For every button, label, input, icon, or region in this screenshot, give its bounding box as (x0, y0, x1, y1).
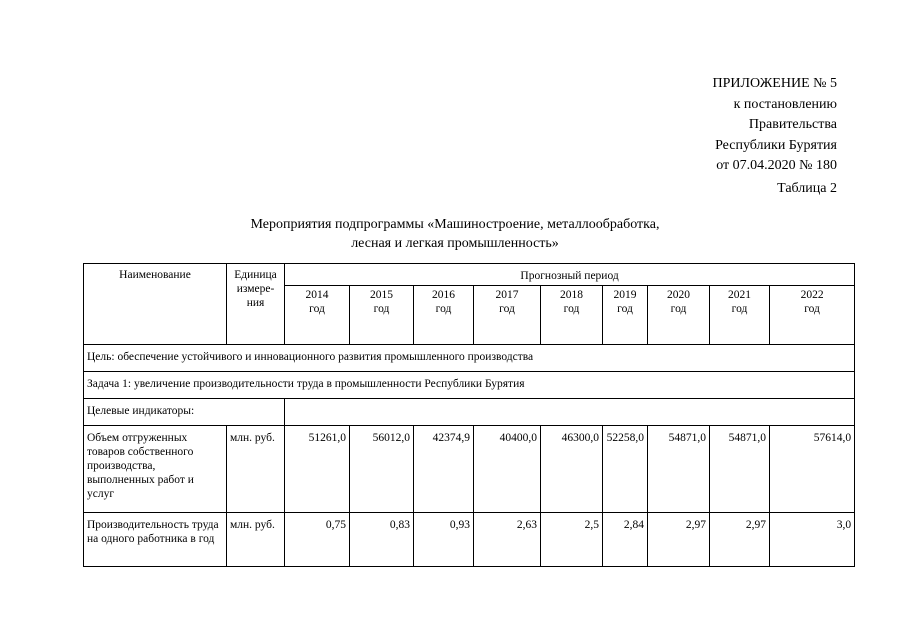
document-title (160, 215, 750, 253)
indicators-row (84, 399, 855, 426)
value-cell: 54871,0 (710, 426, 770, 513)
year-suffix: год (373, 303, 390, 315)
header-name: Наименование (84, 264, 227, 345)
year-suffix: год (804, 303, 820, 315)
header-year (603, 286, 648, 345)
year-suffix: год (563, 303, 580, 315)
value-cell: 52258,0 (603, 426, 648, 513)
header-unit: Единица измере-ния (227, 264, 285, 345)
value-cell: 46300,0 (541, 426, 603, 513)
indicators-empty-cell (285, 399, 855, 426)
indicator-unit: млн. руб. (227, 513, 285, 567)
value-cell: 0,83 (350, 513, 414, 567)
value-cell: 51261,0 (285, 426, 350, 513)
header-year (541, 286, 603, 345)
indicators-label: Целевые индикаторы: (84, 399, 285, 426)
header-year (414, 286, 474, 345)
value-cell: 2,97 (710, 513, 770, 567)
value-cell: 42374,9 (414, 426, 474, 513)
task-row (84, 372, 855, 399)
appendix-header (560, 74, 837, 177)
value-cell: 2,5 (541, 513, 603, 567)
year-suffix: год (309, 303, 325, 315)
header-year (648, 286, 710, 345)
year-number: 2018 (560, 289, 583, 301)
appendix-line: Республики Бурятия (715, 137, 837, 153)
table-header-row (84, 264, 855, 286)
header-year (350, 286, 414, 345)
year-number: 2016 (432, 289, 455, 301)
year-number: 2014 (305, 289, 329, 301)
goal-text: Цель: обеспечение устойчивого и инновационного развития промышленного производства (84, 345, 855, 372)
year-suffix: год (731, 303, 748, 315)
header-year (770, 286, 855, 345)
title-line-1: Мероприятия подпрограммы «Машиностроение, металлообработка, (250, 217, 660, 232)
appendix-line: Правительства (748, 117, 837, 132)
value-cell: 0,75 (285, 513, 350, 567)
value-cell: 57614,0 (770, 426, 855, 513)
header-period: Прогнозный период (285, 264, 855, 286)
year-suffix: год (435, 303, 452, 315)
appendix-title: ПРИЛОЖЕНИЕ № 5 (712, 76, 837, 91)
subprogram-table (83, 263, 855, 567)
value-cell: 40400,0 (474, 426, 541, 513)
year-number: 2020 (667, 289, 690, 301)
title-line-2: лесная и легкая промышленность» (351, 236, 559, 251)
header-year (710, 286, 770, 345)
appendix-date: от 07.04.2020 № 180 (716, 158, 837, 173)
year-suffix: год (499, 303, 515, 315)
value-cell: 56012,0 (350, 426, 414, 513)
indicator-unit: млн. руб. (227, 426, 285, 513)
value-cell: 2,84 (603, 513, 648, 567)
year-suffix: год (617, 303, 633, 315)
goal-row (84, 345, 855, 372)
year-suffix: год (670, 303, 687, 315)
task-text: Задача 1: увеличение производительности труда в промышленности Республики Бурятия (84, 372, 855, 399)
year-number: 2017 (495, 289, 519, 301)
header-year (285, 286, 350, 345)
indicator-name: Объем отгруженных товаров собственного производства, выполненных работ и услуг (84, 426, 227, 513)
year-number: 2019 (613, 289, 637, 301)
table-row (84, 513, 855, 567)
value-cell: 3,0 (770, 513, 855, 567)
indicator-name: Производительность труда на одного работника в год (84, 513, 227, 567)
table-row (84, 426, 855, 513)
value-cell: 54871,0 (648, 426, 710, 513)
year-number: 2022 (800, 289, 824, 301)
value-cell: 0,93 (414, 513, 474, 567)
year-number: 2015 (370, 289, 393, 301)
year-number: 2021 (728, 289, 751, 301)
appendix-line: к постановлению (733, 96, 837, 112)
value-cell: 2,97 (648, 513, 710, 567)
value-cell: 2,63 (474, 513, 541, 567)
header-year (474, 286, 541, 345)
table-number: Таблица 2 (777, 181, 837, 196)
